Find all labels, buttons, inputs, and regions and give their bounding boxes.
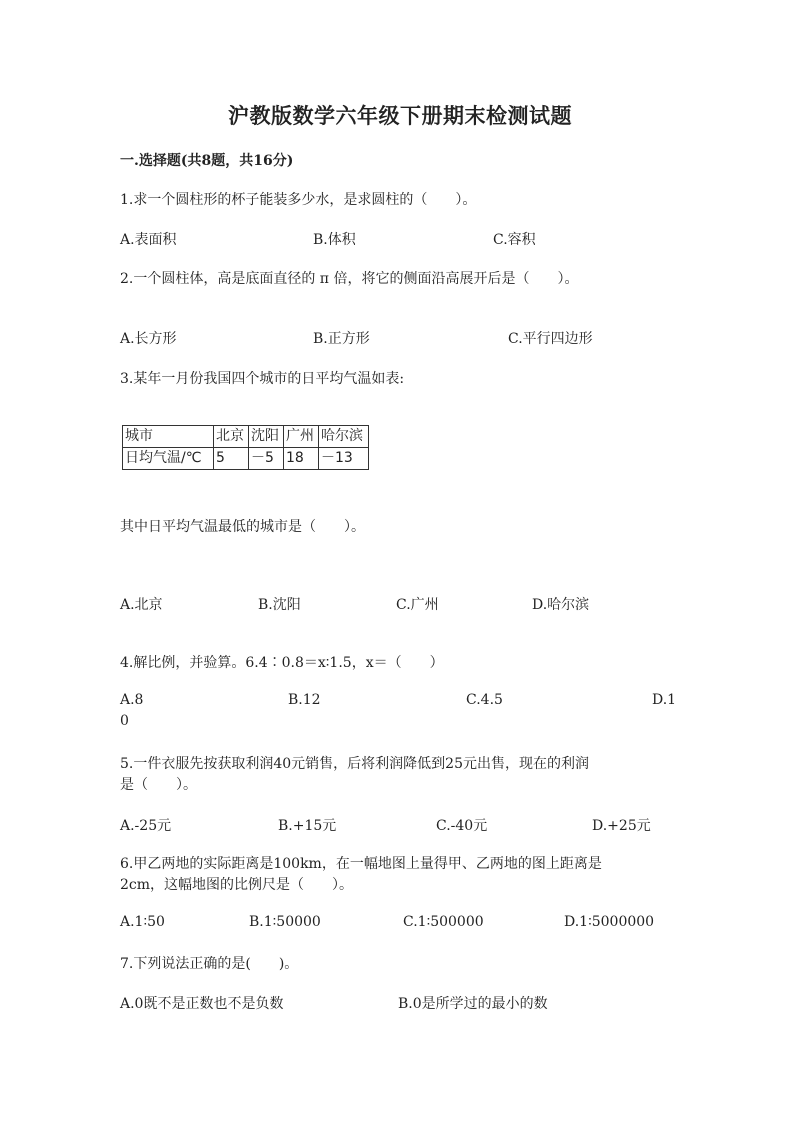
question-5-line-2: 是（ ）。 [120, 777, 197, 793]
page-title: 沪教版数学六年级下册期末检测试题 [228, 103, 572, 128]
table-row [123, 448, 369, 470]
q3-option-b: B.沈阳 [258, 597, 301, 613]
table-cell: 5 [214, 448, 249, 470]
q3-option-a: A.北京 [120, 597, 163, 613]
table-cell: －13 [319, 448, 369, 470]
table-header-row [123, 426, 369, 448]
question-6-line-1: 6.甲乙两地的实际距离是100km，在一幅地图上量得甲、乙两地的图上距离是 [120, 856, 602, 872]
question-3-followup: 其中日平均气温最低的城市是（ ）。 [120, 519, 365, 535]
question-4: 4.解比例，并验算。6.4∶0.8＝x∶1.5，x＝（ ） [120, 655, 444, 671]
table-cell: 日均气温/℃ [123, 448, 214, 470]
table-cell: 广州 [284, 426, 319, 448]
q4-option-d-wrap: 0 [120, 713, 129, 729]
table-cell: 哈尔滨 [319, 426, 369, 448]
table-cell: 沈阳 [249, 426, 284, 448]
q3-option-d: D.哈尔滨 [532, 597, 590, 613]
q1-option-a: A.表面积 [120, 232, 177, 248]
question-2: 2.一个圆柱体，高是底面直径的 π 倍，将它的侧面沿高展开后是（ ）。 [120, 271, 579, 287]
q5-option-c: C.-40元 [436, 818, 488, 834]
q1-option-b: B.体积 [313, 232, 356, 248]
table-cell: 北京 [214, 426, 249, 448]
q6-option-c: C.1∶500000 [403, 914, 484, 930]
q6-option-d: D.1∶5000000 [564, 914, 655, 930]
q3-option-c: C.广州 [396, 597, 439, 613]
q2-option-c: C.平行四边形 [508, 331, 593, 347]
temperature-table [122, 425, 369, 470]
q2-option-b: B.正方形 [313, 331, 370, 347]
question-5-line-1: 5.一件衣服先按获取利润40元销售，后将利润降低到25元出售，现在的利润 [120, 756, 589, 772]
q4-option-d: D.1 [652, 692, 677, 708]
q6-option-b: B.1∶50000 [249, 914, 321, 930]
q7-option-a: A.0既不是正数也不是负数 [120, 996, 284, 1012]
table-cell: 18 [284, 448, 319, 470]
q1-option-c: C.容积 [493, 232, 536, 248]
q6-option-a: A.1∶50 [120, 914, 165, 930]
question-1: 1.求一个圆柱形的杯子能装多少水，是求圆柱的（ ）。 [120, 192, 477, 208]
q5-option-b: B.+15元 [278, 818, 337, 834]
section-heading: 一.选择题(共8题，共16分) [120, 153, 294, 169]
q4-option-c: C.4.5 [466, 692, 503, 708]
q5-option-d: D.+25元 [592, 818, 651, 834]
q4-option-a: A.8 [120, 692, 144, 708]
table-cell: 城市 [123, 426, 214, 448]
q5-option-a: A.-25元 [120, 818, 172, 834]
q7-option-b: B.0是所学过的最小的数 [398, 996, 548, 1012]
q2-option-a: A.长方形 [120, 331, 177, 347]
table-cell: －5 [249, 448, 284, 470]
question-7: 7.下列说法正确的是( )。 [120, 956, 299, 972]
question-3: 3.某年一月份我国四个城市的日平均气温如表: [120, 371, 405, 387]
question-6-line-2: 2cm，这幅地图的比例尺是（ ）。 [120, 877, 354, 893]
q4-option-b: B.12 [288, 692, 321, 708]
